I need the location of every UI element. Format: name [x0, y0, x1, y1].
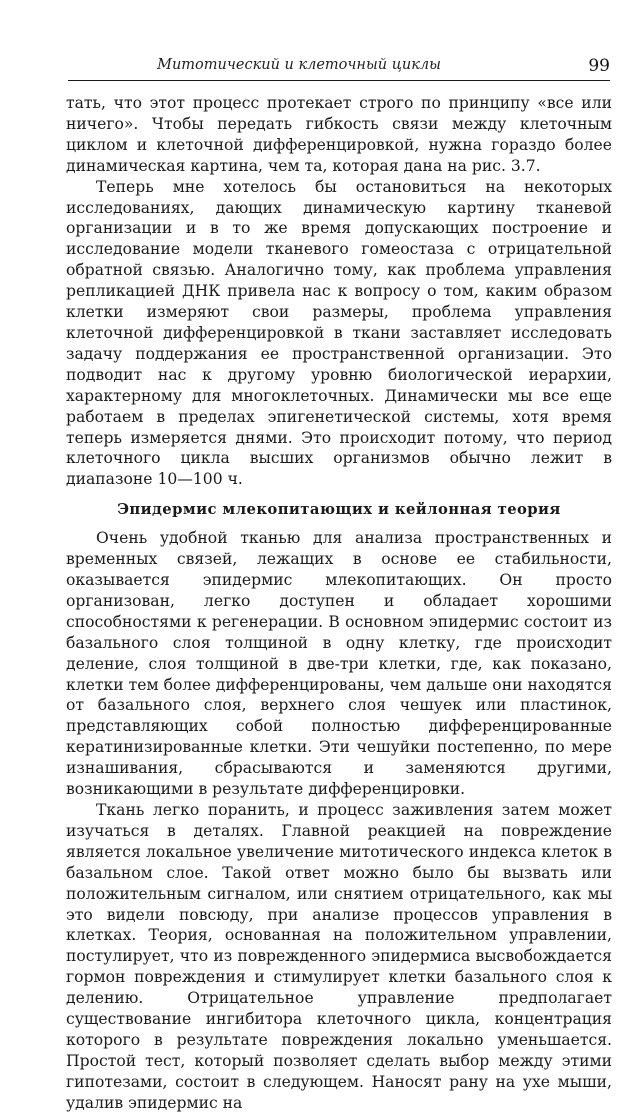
paragraph: Ткань легко поранить, и процесс заживления затем может изучаться в деталях. Главной реакцией на повреждение является локальное увеличение митотического индекса клеток в базальном слое. Такой ответ можно было бы вызвать или положительным сигналом, или снятием отрицательного, как мы это видели повсюду, при анализе процессов управления в клетках. Теория, основанная на положительном управлении, постулирует, что из поврежденного эпидермиса высвобождается гормон повреждения и стимулирует клетки базального слоя к делению. Отрицательное управление предполагает существование ингибитора клеточного цикла, концентрация которого в результате повреждения локально уменьшается. Простой тест, который позволяет сделать выбор между этими гипотезами, состоит в следующем. Наносят рану на ухе мыши, удалив эпидермис на [66, 801, 612, 1112]
page-body [66, 93, 612, 1114]
page-number: 99 [588, 56, 610, 76]
section-heading: Эпидермис млекопитающих и кейлонная теория [117, 501, 561, 519]
running-header [68, 56, 610, 81]
running-title: Митотический и клеточный циклы [157, 57, 441, 73]
paragraph-continued: тать, что этот процесс протекает строго по принципу «все или ничего». Чтобы передать гибкость связи между клеточным циклом и клеточной дифференцировкой, нужна гораздо более динамическая картина, чем та, которая дана на рис. 3.7. [66, 94, 612, 175]
paragraph: Теперь мне хотелось бы остановиться на некоторых исследованиях, дающих динамическую картину тканевой организации и в то же время допускающих построение и исследование модели тканевого гомеостаза с отрицательной обратной связью. Аналогично тому, как проблема управления репликацией ДНК привела нас к вопросу о том, каким образом клетки измеряют свои размеры, проблема управления клеточной дифференцировкой в ткани заставляет исследовать задачу поддержания ее пространственной организации. Это подводит нас к другому уровню биологической иерархии, характерному для многоклеточных. Динамически мы все еще работаем в пределах эпигенетической системы, хотя время теперь измеряется днями. Это происходит потому, что период клеточного цикла высших организмов обычно лежит в диапазоне 10—100 ч. [66, 177, 612, 489]
paragraph: Очень удобной тканью для анализа пространственных и временных связей, лежащих в основе ее стабильности, оказывается эпидермис млекопитающих. Он просто организован, легко доступен и обладает хорошими способностями к регенерации. В основном эпидермис состоит из базального слоя толщиной в одну клетку, где происходит деление, слоя толщиной в две-три клетки, где, как показано, клетки тем более дифференцированы, чем дальше они находятся от базального слоя, верхнего слоя чешуек или пластинок, представляющих собой полностью дифференцированные кератинизированные клетки. Эти чешуйки постепенно, по мере изнашивания, сбрасываются и заменяются другими, возникающими в результате дифференцировки. [66, 529, 612, 799]
